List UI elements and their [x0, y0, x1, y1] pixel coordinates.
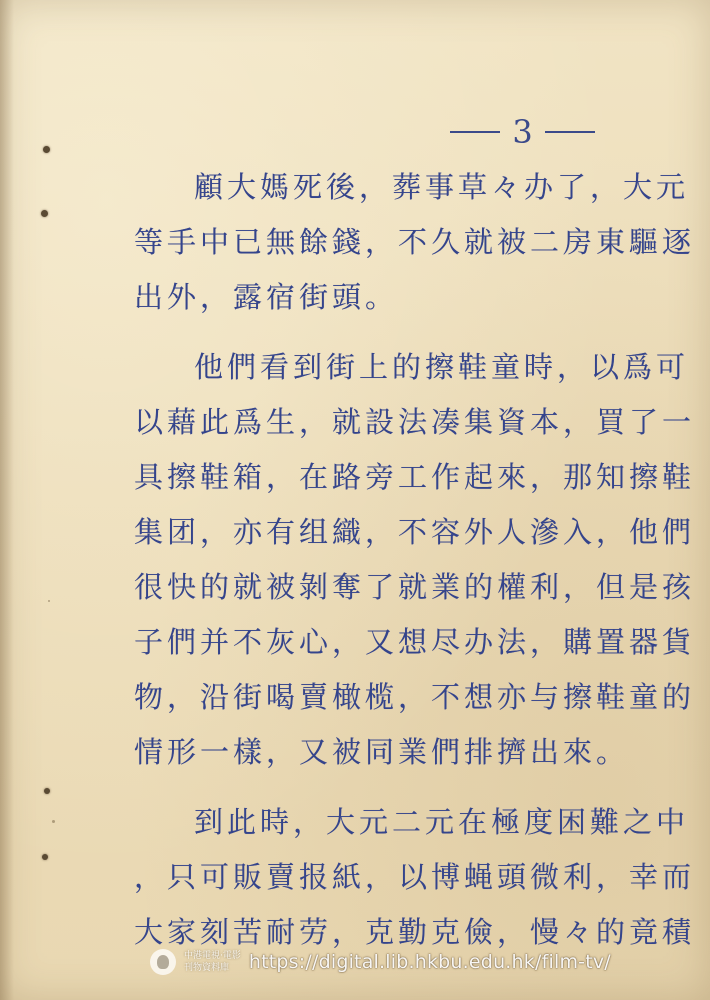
watermark-url: https://digital.lib.hkbu.edu.hk/film-tv/	[248, 951, 611, 973]
paper-speck	[52, 820, 55, 823]
paper-edge-shadow	[0, 0, 14, 1000]
watermark-org-name	[184, 950, 241, 974]
page-number	[440, 112, 605, 152]
manuscript-line: 情形一樣，又被同業們排擠出來。	[134, 735, 630, 769]
page-number-dash-right	[545, 131, 595, 133]
manuscript-line: 等手中已無餘錢，不久就被二房東驅逐	[134, 225, 696, 259]
manuscript-line: 他們看到街上的擦鞋童時，以爲可	[194, 350, 690, 384]
page-number-value: 3	[512, 113, 533, 151]
library-logo-icon	[150, 949, 176, 975]
manuscript-line: 到此時，大元二元在極度困難之中	[194, 805, 690, 839]
manuscript-line: 物，沿街喝賣橄榄，不想亦与擦鞋童的	[134, 680, 696, 714]
paragraph-gap	[134, 323, 614, 338]
page-number-dash-left	[450, 131, 500, 133]
handwritten-manuscript	[134, 158, 696, 958]
manuscript-line: 以藉此爲生，就設法凑集資本，買了一	[134, 405, 696, 439]
manuscript-line: 具擦鞋箱，在路旁工作起來，那知擦鞋	[134, 460, 696, 494]
manuscript-line: ，只可販賣报紙，以博蝇頭微利，幸而	[134, 860, 696, 894]
manuscript-line: 很快的就被剝奪了就業的權利，但是孩	[134, 570, 696, 604]
paragraph-gap	[134, 778, 614, 793]
manuscript-line: 出外，露宿街頭。	[134, 280, 399, 314]
manuscript-line: 集团，亦有组織，不容外人滲入，他們	[134, 515, 696, 549]
binding-hole	[43, 146, 50, 153]
paper-speck	[48, 600, 50, 602]
manuscript-line: 大家刻苦耐劳，克勤克儉，慢々的竟積	[134, 915, 696, 949]
binding-hole	[41, 210, 48, 217]
library-watermark	[150, 944, 611, 980]
binding-hole	[44, 788, 50, 794]
watermark-org-line: 刊物資料庫	[184, 963, 230, 973]
manuscript-line: 子們并不灰心，又想尽办法，購置器貨	[134, 625, 696, 659]
binding-hole	[42, 854, 48, 860]
watermark-org-line: 中港電視‧電影	[184, 951, 241, 961]
manuscript-line: 顧大媽死後，葬事草々办了，大元	[194, 170, 690, 204]
